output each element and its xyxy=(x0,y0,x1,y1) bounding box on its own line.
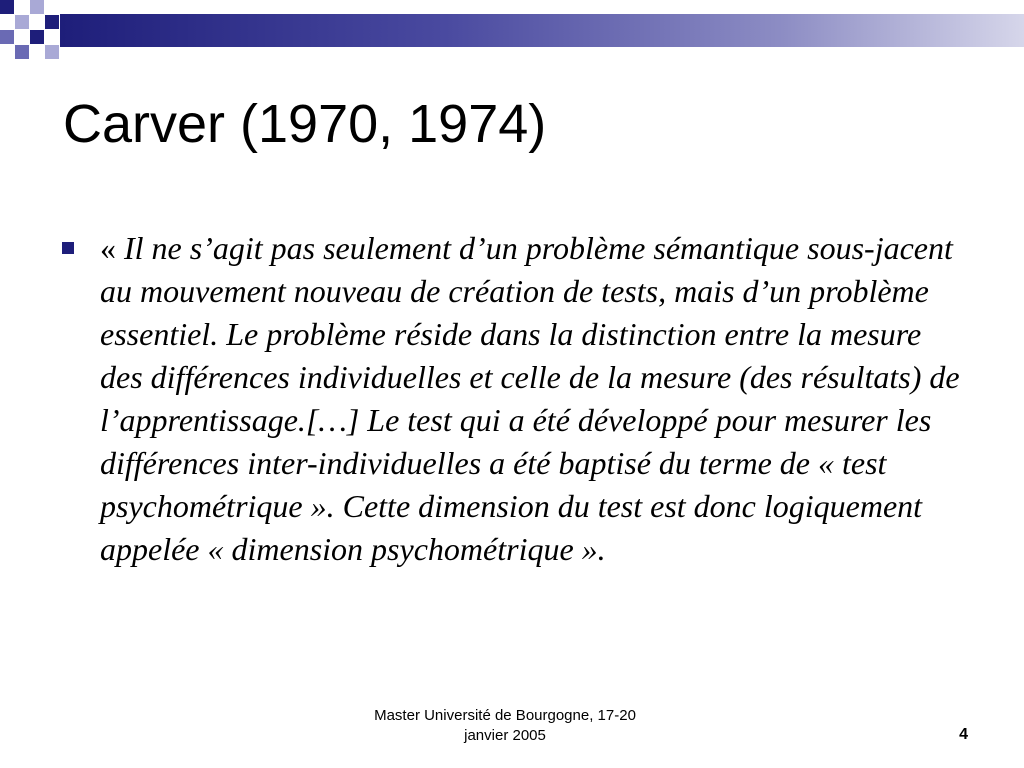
header-decoration xyxy=(0,0,1024,70)
deco-square xyxy=(15,15,29,29)
deco-square xyxy=(0,0,14,14)
square-bullet-icon xyxy=(62,242,74,254)
deco-square xyxy=(45,15,59,29)
deco-square xyxy=(45,45,59,59)
opening-quote-mark: « xyxy=(100,230,124,266)
footer-line-2: janvier 2005 xyxy=(464,727,546,744)
deco-square xyxy=(30,0,44,14)
page-number: 4 xyxy=(959,726,968,743)
deco-square xyxy=(0,30,14,44)
quote-text: Il ne s’agit pas seulement d’un problème sémantique sous-jacent au mouvement nouveau de création de tests, mais d’un problème essentiel. Le problème réside dans la distinction entre la mesure des différences individuelles et celle de la mesure (des résultats) de l’apprentissage.[…] Le test qui a été développé pour mesurer les différences inter-individuelles a été baptisé du terme de « test psychométrique ». Cette dimension du test est donc logiquement appelée « dimension psychométrique ». xyxy=(100,230,960,567)
deco-square xyxy=(30,30,44,44)
footer xyxy=(330,706,680,746)
slide-title: Carver (1970, 1974) xyxy=(63,94,547,154)
quote-paragraph xyxy=(100,227,968,571)
footer-line-1: Master Université de Bourgogne, 17-20 xyxy=(374,707,636,724)
deco-square xyxy=(15,45,29,59)
header-gradient-band xyxy=(60,14,1024,47)
